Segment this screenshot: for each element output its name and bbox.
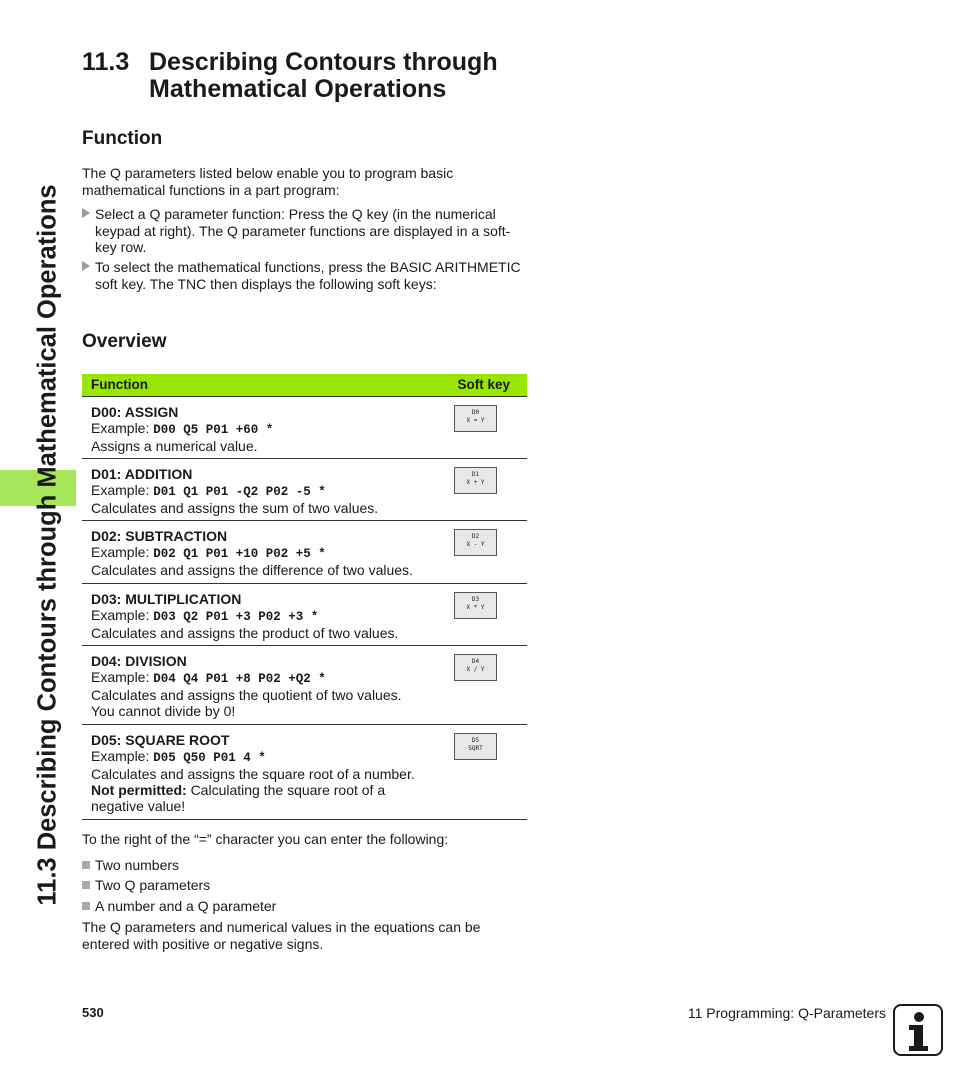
arrow-bullet-icon	[82, 261, 90, 271]
soft-key-top: D5	[471, 737, 480, 744]
chapter-label: 11 Programming: Q-Parameters	[687, 1005, 886, 1021]
soft-key-d4[interactable]	[454, 654, 497, 681]
example-label: Example:	[91, 607, 150, 623]
soft-key-bottom: X * Y	[466, 604, 485, 611]
square-bullet-icon	[82, 861, 90, 869]
step-item	[82, 259, 527, 292]
list-item	[82, 898, 527, 915]
page-number: 530	[82, 1005, 104, 1020]
soft-key-bottom: X / Y	[466, 666, 485, 673]
soft-key-top: D0	[471, 409, 480, 416]
example-code: D02 Q1 P01 +10 P02 +5 *	[153, 547, 326, 561]
function-name: D02: SUBTRACTION	[91, 528, 228, 544]
function-note: Calculating the square root of a negative value!	[91, 782, 386, 814]
list-item-text: A number and a Q parameter	[95, 898, 277, 914]
list-item	[82, 857, 527, 874]
overview-heading: Overview	[82, 331, 167, 352]
function-heading: Function	[82, 128, 163, 149]
list-item-text: Two numbers	[95, 857, 180, 873]
function-name: D03: MULTIPLICATION	[91, 591, 242, 607]
table-row	[82, 459, 527, 521]
info-icon	[893, 1004, 943, 1056]
soft-key-bottom: X = Y	[466, 417, 485, 424]
function-description: Assigns a numerical value.	[91, 438, 258, 454]
list-item	[82, 877, 527, 894]
square-bullet-icon	[82, 902, 90, 910]
function-table	[82, 374, 527, 820]
table-row	[82, 725, 527, 820]
example-label: Example:	[91, 482, 150, 498]
example-code: D04 Q4 P01 +8 P02 +Q2 *	[153, 672, 326, 686]
example-label: Example:	[91, 669, 150, 685]
function-name: D05: SQUARE ROOT	[91, 732, 230, 748]
example-label: Example:	[91, 420, 150, 436]
arrow-bullet-icon	[82, 208, 90, 218]
soft-key-d1[interactable]	[454, 467, 497, 494]
function-name: D04: DIVISION	[91, 653, 187, 669]
function-name: D01: ADDITION	[91, 466, 193, 482]
table-row	[82, 397, 527, 459]
example-code: D03 Q2 P01 +3 P02 +3 *	[153, 610, 319, 624]
function-name: D00: ASSIGN	[91, 404, 179, 420]
header-soft-key: Soft key	[457, 377, 510, 392]
soft-key-d2[interactable]	[454, 529, 497, 556]
function-description: Calculates and assigns the difference of two values.	[91, 562, 413, 578]
soft-key-top: D2	[471, 533, 480, 540]
soft-key-top: D3	[471, 596, 480, 603]
example-code: D01 Q1 P01 -Q2 P02 -5 *	[153, 485, 326, 499]
soft-key-bottom: SQRT	[468, 745, 483, 752]
example-code: D05 Q50 P01 4 *	[153, 751, 266, 765]
function-description: Calculates and assigns the quotient of two values.	[91, 687, 402, 703]
closing-paragraph: The Q parameters and numerical values in the equations can be entered with positive or negative signs.	[82, 919, 481, 952]
example-label: Example:	[91, 748, 150, 764]
table-row	[82, 584, 527, 646]
list-item-text: Two Q parameters	[95, 877, 211, 893]
function-description: Calculates and assigns the sum of two values.	[91, 500, 379, 516]
function-description: Calculates and assigns the product of two values.	[91, 625, 399, 641]
soft-key-d0[interactable]	[454, 405, 497, 432]
function-intro: The Q parameters listed below enable you to program basic mathematical functions in a part program:	[82, 165, 454, 198]
table-row	[82, 646, 527, 725]
header-function: Function	[91, 377, 148, 392]
soft-key-d5[interactable]	[454, 733, 497, 760]
table-header	[82, 374, 527, 396]
soft-key-d3[interactable]	[454, 592, 497, 619]
section-title: Describing Contours through Mathematical Operations	[149, 48, 498, 103]
side-tab-title: 11.3 Describing Contours through Mathematical Operations	[33, 184, 62, 906]
square-bullet-icon	[82, 881, 90, 889]
function-description: Calculates and assigns the square root of a number.	[91, 766, 415, 782]
soft-key-bottom: X + Y	[466, 479, 485, 486]
after-table-intro: To the right of the “=” character you can enter the following:	[82, 831, 449, 847]
step-text: To select the mathematical functions, press the BASIC ARITHMETIC soft key. The TNC then displays the following soft keys:	[95, 259, 521, 292]
function-note: You cannot divide by 0!	[91, 703, 236, 719]
note-label: Not permitted:	[91, 782, 187, 798]
step-item	[82, 206, 527, 256]
table-row	[82, 521, 527, 584]
soft-key-top: D4	[471, 658, 480, 665]
step-text: Select a Q parameter function: Press the Q key (in the numerical keypad at right). The Q parameter functions are displayed in a soft-key row.	[95, 206, 511, 255]
soft-key-top: D1	[471, 471, 480, 478]
soft-key-bottom: X - Y	[466, 541, 485, 548]
example-code: D00 Q5 P01 +60 *	[153, 423, 274, 437]
section-number: 11.3	[82, 48, 130, 76]
example-label: Example:	[91, 544, 150, 560]
